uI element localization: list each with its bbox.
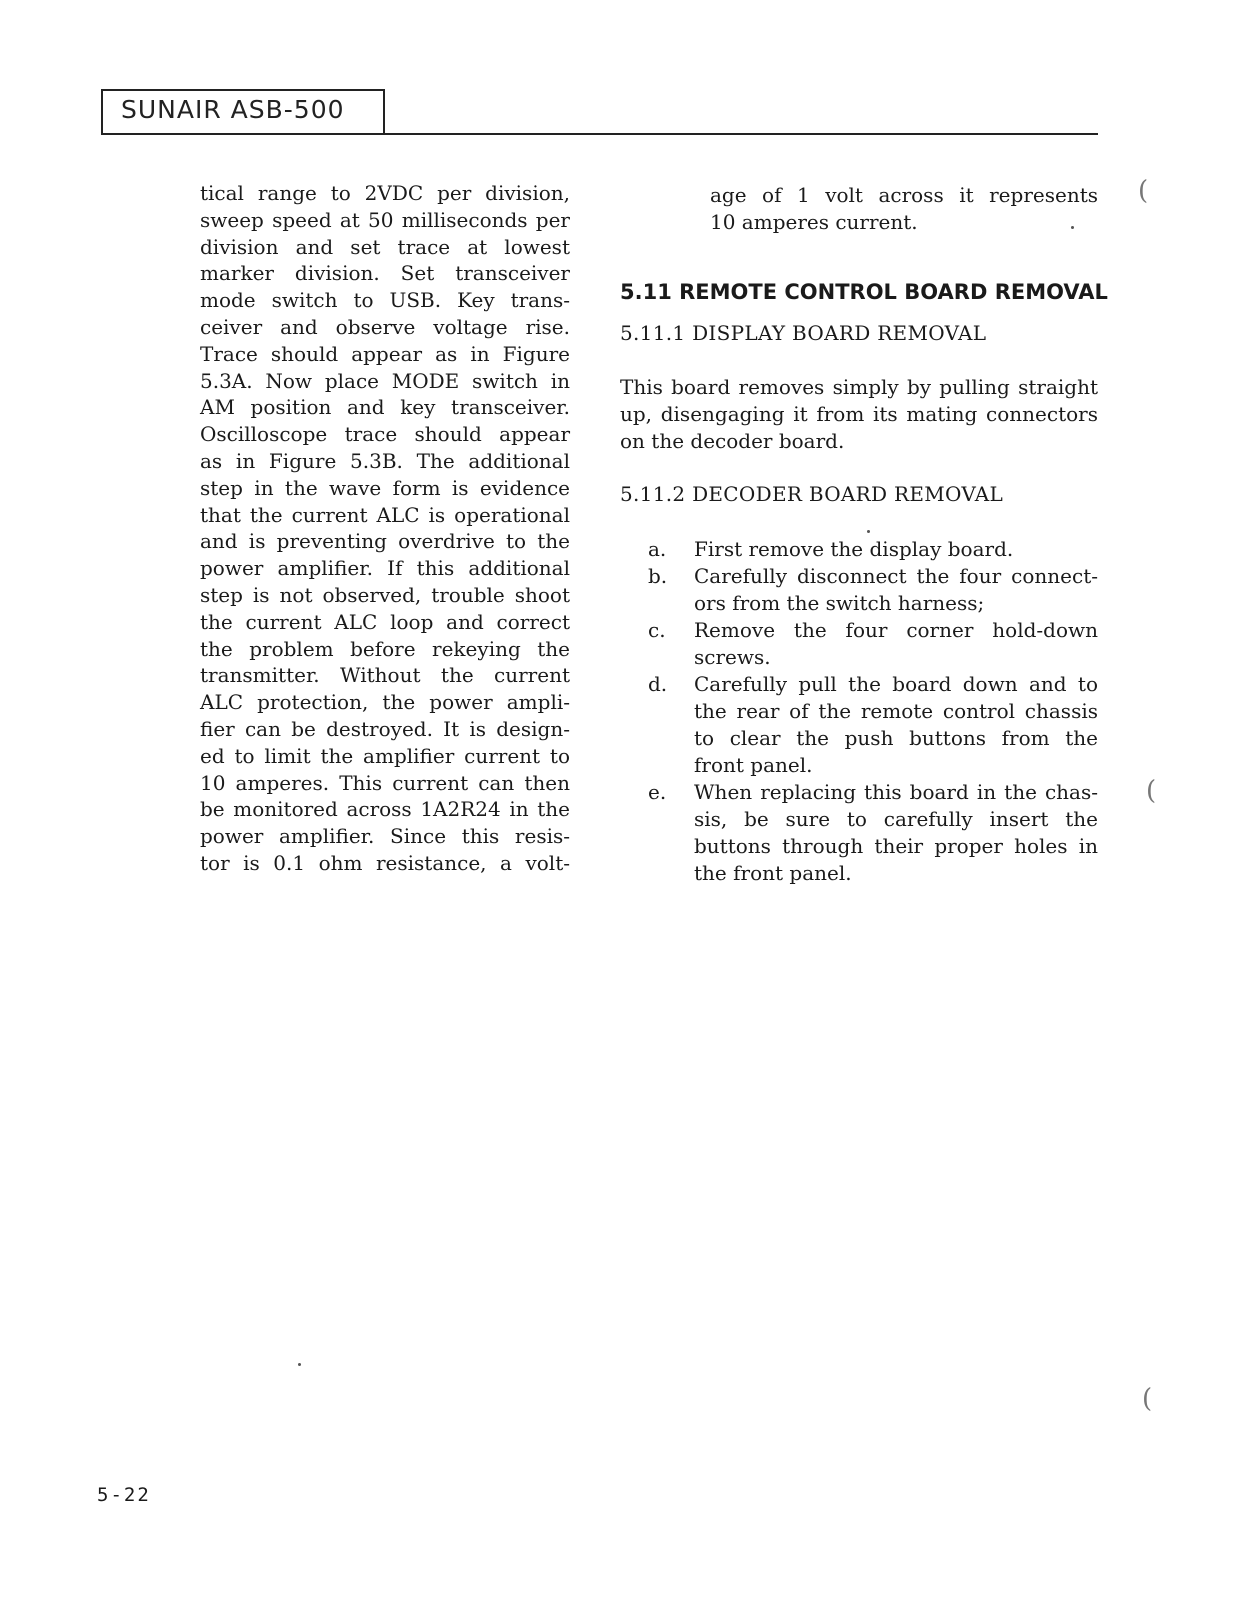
text-line: ors from the switch harness; <box>694 591 985 615</box>
text-line: AM position and key transceiver. <box>200 395 570 420</box>
text-line: marker division. Set transceiver <box>200 261 570 286</box>
text-line: Remove the four corner hold-down <box>694 618 1098 642</box>
subsection-heading-decoder: 5.11.2 DECODER BOARD REMOVAL <box>620 482 1004 506</box>
text-line: the front panel. <box>694 861 852 885</box>
page-number: 5-22 <box>97 1484 151 1506</box>
text-line: Oscilloscope trace should appear <box>200 422 570 447</box>
text-line: Trace should appear as in Figure <box>200 341 570 366</box>
list-item <box>620 671 1098 779</box>
subsection-heading-display: 5.11.1 DISPLAY BOARD REMOVAL <box>620 321 987 345</box>
text-line: buttons through their proper holes in <box>694 834 1098 858</box>
text-line: transmitter. Without the current <box>200 663 570 688</box>
text-line: ALC protection, the power ampli- <box>200 690 570 715</box>
text-line: to clear the push buttons from the <box>694 726 1098 750</box>
binding-hole-mark: ( <box>1146 776 1157 806</box>
step-letter: a. <box>648 537 667 561</box>
scan-speck <box>1071 226 1074 229</box>
display-board-paragraph <box>620 374 1098 455</box>
left-column-text <box>200 180 570 877</box>
text-line: step in the wave form is evidence <box>200 475 570 500</box>
list-item <box>620 617 1098 671</box>
step-letter: d. <box>648 672 668 696</box>
text-line: on the decoder board. <box>620 429 845 453</box>
text-line: When replacing this board in the chas- <box>694 780 1098 804</box>
text-line: tor is 0.1 ohm resistance, a volt- <box>200 850 570 875</box>
step-list <box>620 536 1098 887</box>
text-line: ed to limit the amplifier current to <box>200 743 570 768</box>
text-line: division and set trace at lowest <box>200 234 570 259</box>
text-line: up, disengaging it from its mating connectors <box>620 402 1098 426</box>
scan-speck <box>867 530 870 533</box>
text-line: Carefully pull the board down and to <box>694 672 1098 696</box>
text-line: that the current ALC is operational <box>200 502 570 527</box>
text-line: step is not observed, trouble shoot <box>200 582 570 607</box>
text-line: 5.3A. Now place MODE switch in <box>200 368 570 393</box>
text-line: the problem before rekeying the <box>200 636 570 661</box>
text-line: the current ALC loop and correct <box>200 609 570 634</box>
text-line: be monitored across 1A2R24 in the <box>200 797 570 822</box>
header-rule <box>101 133 1098 135</box>
binding-hole-mark: ( <box>1138 176 1149 206</box>
text-line: fier can be destroyed. It is design- <box>200 716 570 741</box>
text-line: This board removes simply by pulling straight <box>620 375 1098 399</box>
document-title: SUNAIR ASB-500 <box>121 95 345 124</box>
step-letter: e. <box>648 780 667 804</box>
list-item <box>620 536 1098 563</box>
scan-speck <box>298 1363 301 1366</box>
text-line: screws. <box>694 645 771 669</box>
text-line: mode switch to USB. Key trans- <box>200 288 570 313</box>
text-line: ceiver and observe voltage rise. <box>200 314 570 339</box>
continuation-text <box>710 182 1098 236</box>
section-heading: 5.11 REMOTE CONTROL BOARD REMOVAL <box>620 280 1108 304</box>
list-item <box>620 563 1098 617</box>
text-line: 10 amperes current. <box>710 210 918 234</box>
text-line: power amplifier. Since this resis- <box>200 824 570 849</box>
text-line: as in Figure 5.3B. The additional <box>200 448 570 473</box>
binding-hole-mark: ( <box>1142 1384 1153 1414</box>
text-line: First remove the display board. <box>694 537 1014 561</box>
list-item <box>620 779 1098 887</box>
text-line: front panel. <box>694 753 813 777</box>
step-letter: c. <box>648 618 666 642</box>
text-line: sis, be sure to carefully insert the <box>694 807 1098 831</box>
step-letter: b. <box>648 564 668 588</box>
text-line: sweep speed at 50 milliseconds per <box>200 207 570 232</box>
text-line: and is preventing overdrive to the <box>200 529 570 554</box>
text-line: 10 amperes. This current can then <box>200 770 570 795</box>
text-line: power amplifier. If this additional <box>200 556 570 581</box>
text-line: tical range to 2VDC per division, <box>200 181 570 205</box>
text-line: age of 1 volt across it represents <box>710 183 1098 207</box>
text-line: Carefully disconnect the four connect- <box>694 564 1098 588</box>
text-line: the rear of the remote control chassis <box>694 699 1098 723</box>
